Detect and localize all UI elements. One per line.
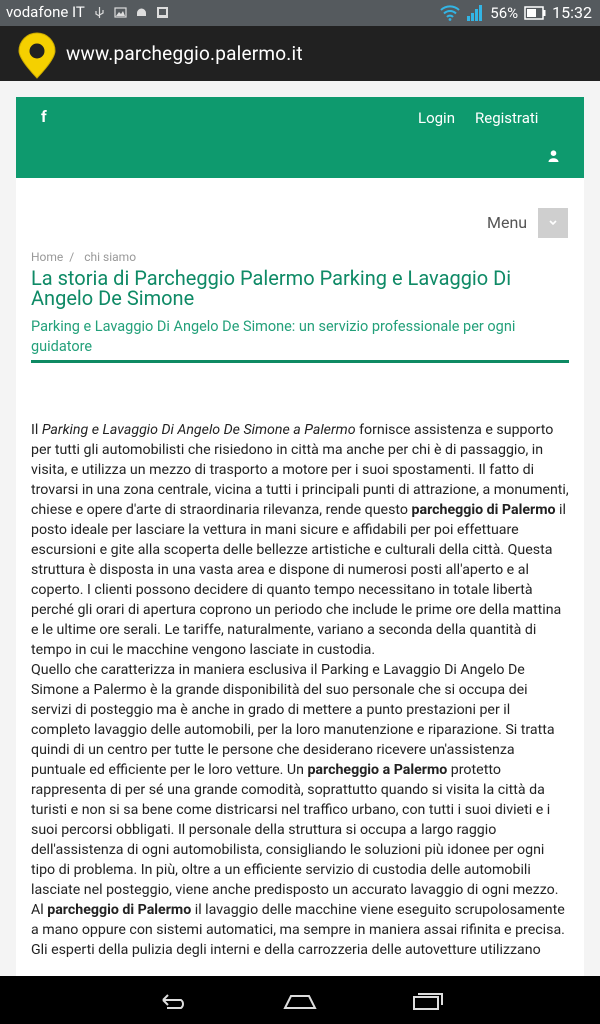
usb-icon (93, 6, 106, 19)
back-icon[interactable] (155, 988, 189, 1012)
menu-label[interactable]: Menu (487, 213, 528, 232)
page-title: La storia di Parcheggio Palermo Parking e Lavaggio Di Angelo De Simone (31, 266, 512, 310)
android-icon (135, 6, 148, 19)
wifi-icon (440, 5, 460, 21)
menu-toggle-button[interactable] (538, 208, 568, 238)
paragraph-3: Al parcheggio di Palermo il lavaggio delle macchine viene eseguito scrupolosamente a mano oppure con sistemi automatici, ma sempre in maniera assai rifinita e precisa. Gli esperti della pulizia degli interni e della carrozzeria delle autovetture utilizzano (31, 902, 565, 958)
keyword: parcheggio di Palermo (47, 902, 192, 918)
main-content (16, 178, 584, 976)
article-body (31, 420, 571, 960)
browser-app-bar (0, 26, 600, 81)
site-header (16, 97, 584, 178)
photo-icon (156, 6, 169, 19)
facebook-icon[interactable]: f (41, 107, 47, 126)
breadcrumb-separator: / (69, 250, 75, 264)
keyword: parcheggio a Palermo (307, 762, 448, 778)
paragraph-2: Quello che caratterizza in maniera esclusiva il Parking e Lavaggio Di Angelo De Simone a Palermo è la grande disponibilità del suo personale che si occupa dei servizi di posteggio ma è anche in grado di mettere a punto prestazioni per il completo lavaggio delle automobili, per la loro manutenzione e riparazione. Si tratta quindi di un centro per tutte le persone che desiderano ricevere un'assistenza puntuale ed efficiente per le loro vetture. Un parcheggio a Palermo protetto rappresenta di per sé una grande comodità, soprattutto quando si visita la città da turisti e non si sa bene come districarsi nel traffico urbano, con tutti i suoi divieti e i suoi percorsi obbligati. Il personale della struttura si occupa a largo raggio dell'assistenza di ogni automobilista, consigliando le soluzioni più idonee per ogni tipo di problema. In più, oltre a un efficiente servizio di custodia delle automobili lasciate nel posteggio, viene anche predisposto un accurato lavaggio di ogni mezzo. (31, 662, 559, 898)
map-pin-logo-icon[interactable] (16, 32, 58, 80)
register-link[interactable]: Registrati (475, 109, 539, 127)
recent-apps-icon[interactable] (411, 988, 445, 1012)
navigation-bar (0, 976, 600, 1024)
page-subtitle: Parking e Lavaggio Di Angelo De Simone: un servizio professionale per ogni guidatore (31, 318, 516, 355)
clock: 15:32 (552, 3, 592, 22)
paragraph-1: Il Parking e Lavaggio Di Angelo De Simone a Palermo fornisce assistenza e supporto per tutti gli automobilisti che risiedono in città ma anche per chi è di passaggio, in visita, e utilizza un mezzo di trasporto a motore per i suoi spostamenti. Il fatto di trovarsi in una zona centrale, vicina a tutti i principali punti di attrazione, a monumenti, chiese e opere d'arte di straordinaria rilevanza, rende questo parcheggio di Palermo il posto ideale per lasciare la vettura in mani sicure e affidabili per poi effettuare escursioni e gite alla scoperta delle bellezze artistiche e culturali della città. Questa struttura è disposta in una vasta area e dispone di numerosi posti all'aperto e al coperto. I clienti possono decidere di quanto tempo necessitano in totale libertà perché gli orari di apertura coprono un periodo che include le prime ore della mattina e le ultime ore serali. Le tariffe, naturalmente, variano a seconda della quantità di tempo in cui le macchine vengono lasciate in custodia. (31, 422, 569, 658)
home-icon[interactable] (283, 988, 317, 1012)
chevron-down-icon (538, 208, 568, 238)
login-link[interactable]: Login (418, 109, 455, 127)
image-icon (114, 6, 127, 19)
keyword: parcheggio di Palermo (411, 502, 556, 518)
battery-percent: 56% (490, 3, 519, 22)
webpage (0, 81, 600, 976)
business-name: Parking e Lavaggio Di Angelo De Simone a Palermo (41, 422, 356, 438)
title-divider (31, 360, 569, 363)
url-text[interactable]: www.parcheggio.palermo.it (66, 42, 303, 65)
carrier-name: vodafone IT (6, 3, 85, 21)
breadcrumb-home[interactable]: Home (31, 250, 64, 264)
breadcrumb-current: chi siamo (84, 250, 137, 264)
breadcrumb (31, 250, 136, 264)
status-bar (0, 0, 600, 26)
user-icon[interactable] (548, 150, 559, 162)
battery-icon (524, 6, 546, 20)
signal-icon (466, 5, 484, 21)
